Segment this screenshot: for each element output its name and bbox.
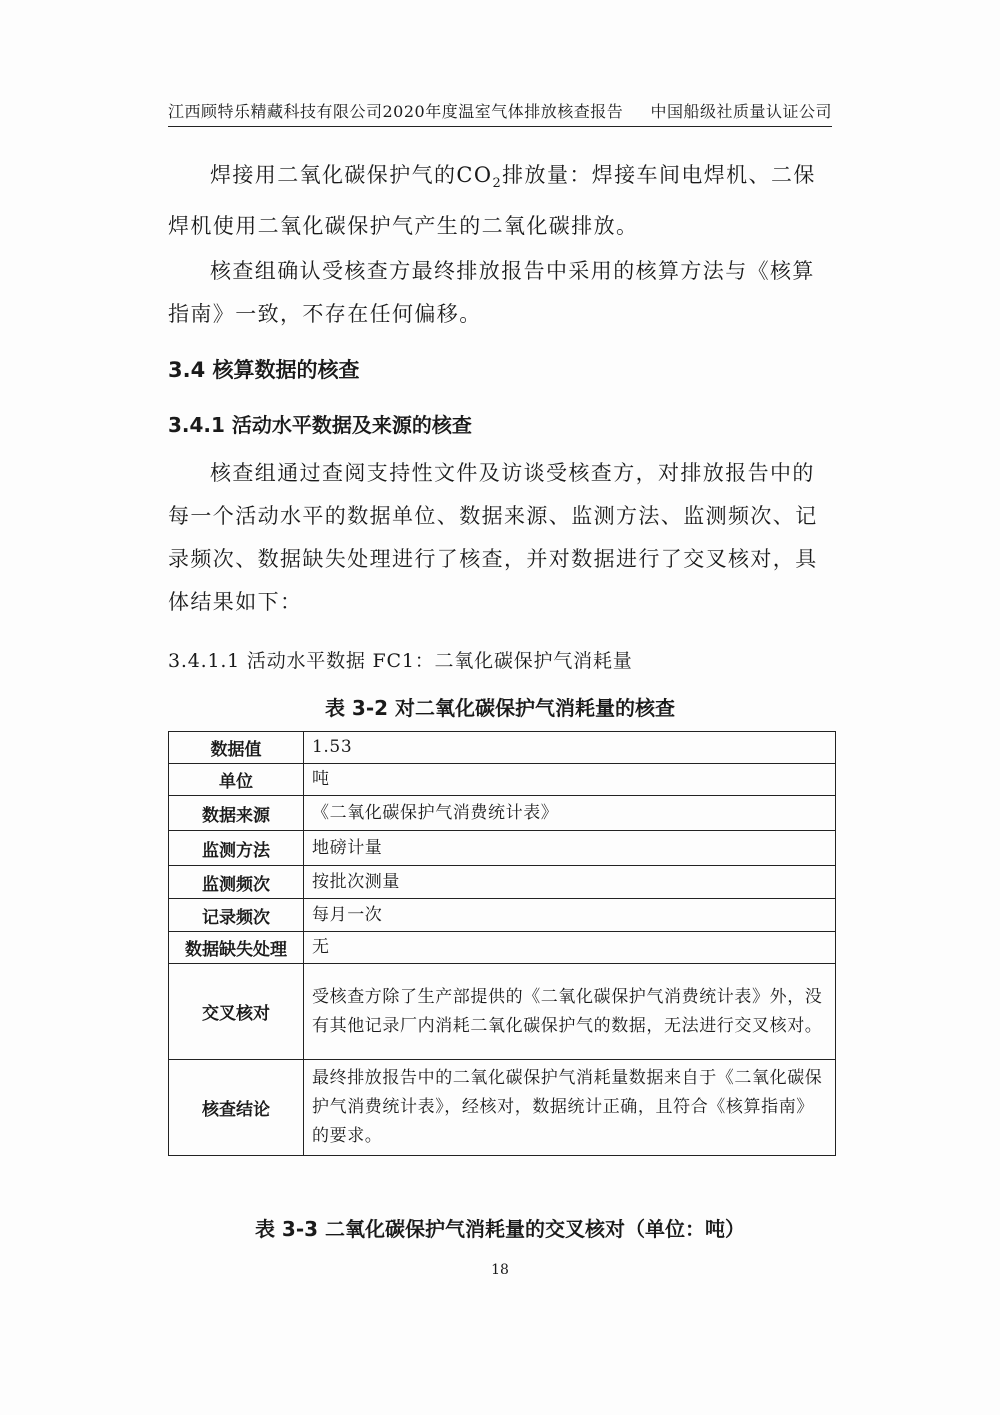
row-key: 核查结论 <box>169 1060 304 1156</box>
row-value: 《二氧化碳保护气消费统计表》 <box>304 796 836 831</box>
row-value: 每月一次 <box>304 899 836 932</box>
paragraph-method-consistency: 核查组确认受核查方最终排放报告中采用的核算方法与《核算指南》一致，不存在任何偏移。 <box>168 259 815 326</box>
table-row <box>169 764 836 796</box>
table-row <box>169 932 836 964</box>
row-value: 受核查方除了生产部提供的《二氧化碳保护气消费统计表》外，没有其他记录厂内消耗二氧化碳保护气的数据，无法进行交叉核对。 <box>304 964 836 1060</box>
row-value: 吨 <box>304 764 836 796</box>
row-key: 数据缺失处理 <box>169 932 304 964</box>
header-divider <box>168 126 832 127</box>
table-3-3-caption: 表 3-3 二氧化碳保护气消耗量的交叉核对（单位：吨） <box>254 1217 746 1241</box>
table-row <box>169 732 836 764</box>
section-heading-3-4: 3.4 核算数据的核查 <box>168 358 360 382</box>
table-3-2 <box>168 731 836 1156</box>
row-key: 数据值 <box>169 732 304 764</box>
table-row <box>169 964 836 1060</box>
running-header <box>168 100 832 124</box>
section-heading-3-4-1-1: 3.4.1.1 活动水平数据 FC1：二氧化碳保护气消耗量 <box>168 650 633 672</box>
row-value: 1.53 <box>304 732 836 764</box>
paragraph-verification-process: 核查组通过查阅支持性文件及访谈受核查方，对排放报告中的每一个活动水平的数据单位、数据来源、监测方法、监测频次、记录频次、数据缺失处理进行了核查，并对数据进行了交叉核对，具体结果如下： <box>168 461 818 614</box>
paragraph-welding-co2-part2: 排放量：焊接车间电焊机、二保焊机使用二氧化碳保护气产生的二氧化碳排放。 <box>168 163 816 239</box>
row-key: 监测频次 <box>169 866 304 899</box>
row-value: 最终排放报告中的二氧化碳保护气消耗量数据来自于《二氧化碳保护气消费统计表》，经核对，数据统计正确，且符合《核算指南》的要求。 <box>304 1060 836 1156</box>
table-row <box>169 831 836 866</box>
row-value: 地磅计量 <box>304 831 836 866</box>
row-key: 单位 <box>169 764 304 796</box>
co2-subscript: 2 <box>492 176 503 192</box>
table-row <box>169 899 836 932</box>
page-number: 18 <box>491 1262 509 1278</box>
table-row <box>169 866 836 899</box>
header-report-title: 江西顾特乐精藏科技有限公司2020年度温室气体排放核查报告 <box>168 102 624 121</box>
section-heading-3-4-1: 3.4.1 活动水平数据及来源的核查 <box>168 413 472 437</box>
header-organization: 中国船级社质量认证公司 <box>650 102 832 121</box>
row-value: 按批次测量 <box>304 866 836 899</box>
table-row <box>169 1060 836 1156</box>
paragraph-welding-co2-part1: 焊接用二氧化碳保护气的CO <box>210 163 493 187</box>
table-3-2-caption: 表 3-2 对二氧化碳保护气消耗量的核查 <box>324 696 676 720</box>
row-key: 交叉核对 <box>169 964 304 1060</box>
table-row <box>169 796 836 831</box>
row-key: 数据来源 <box>169 796 304 831</box>
paragraph-welding-co2 <box>168 154 832 248</box>
row-value: 无 <box>304 932 836 964</box>
row-key: 监测方法 <box>169 831 304 866</box>
row-key: 记录频次 <box>169 899 304 932</box>
